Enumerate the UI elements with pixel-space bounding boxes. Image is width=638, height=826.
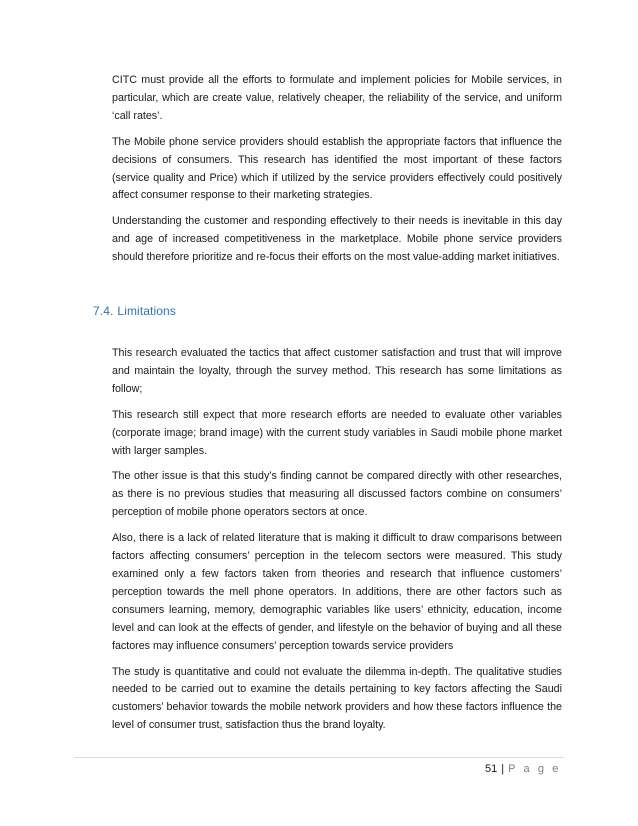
- section-number: 7.4.: [93, 304, 114, 318]
- limitations-section: [112, 345, 562, 743]
- paragraph: Also, there is a lack of related literature that is making it difficult to draw comparisons between factors affecting consumers’ perception in the telecom sectors were measured. This study examined only a few factors taken from theories and research that influence customers’ perception towards the mell phone operators. In additions, there are other factors such as consumers learning, memory, demographic variables like users’ ethnicity, education, income level and can look at the effects of gender, and lifestyle on the behavior of buying and all these factores may influence consumers’ perception towards service providers: [112, 532, 562, 652]
- recommendations-section: [112, 72, 562, 275]
- section-title: Limitations: [117, 304, 176, 318]
- page-footer: [485, 763, 561, 775]
- paragraph: CITC must provide all the efforts to formulate and implement policies for Mobile services, in particular, which are create value, relatively cheaper, the reliability of the service, and uniform ‘call rates’.: [112, 74, 562, 122]
- footer-divider: [74, 757, 564, 758]
- paragraph: The study is quantitative and could not evaluate the dilemma in-depth. The qualitative studies needed to be carried out to examine the details pertaining to key factors affecting the Saudi customers’ behavior towards the mobile network providers and how these factors influence the level of consumer trust, satisfaction thus the brand loyalty.: [112, 665, 562, 732]
- page-number: 51: [485, 763, 498, 775]
- paragraph: Understanding the customer and responding effectively to their needs is inevitable in this day and age of increased competitiveness in the marketplace. Mobile phone service providers should therefore prioritize and re-focus their efforts on the most value-adding market initiatives.: [112, 215, 562, 264]
- paragraph: The other issue is that this study’s finding cannot be compared directly with other researches, as there is no previous studies that measuring all discussed factors combine on consumers’ perception of mobile phone operators sectors at once.: [112, 470, 562, 519]
- paragraph: This research still expect that more research efforts are needed to evaluate other variables (corporate image; brand image) with the current study variables in Saudi mobile phone market with larger samples.: [112, 408, 562, 457]
- paragraph: The Mobile phone service providers should establish the appropriate factors that influence the decisions of consumers. This research has identified the most important of these factors (service quality and Price) which if utilized by the service providers effectively could positively affect consumer response to their marketing strategies.: [112, 135, 562, 202]
- footer-separator: |: [501, 763, 505, 775]
- page-label: P a g e: [508, 763, 561, 775]
- paragraph: This research evaluated the tactics that affect customer satisfaction and trust that will improve and maintain the loyalty, through the survey method. This research has some limitations as follow;: [112, 347, 562, 395]
- section-heading: [93, 304, 176, 318]
